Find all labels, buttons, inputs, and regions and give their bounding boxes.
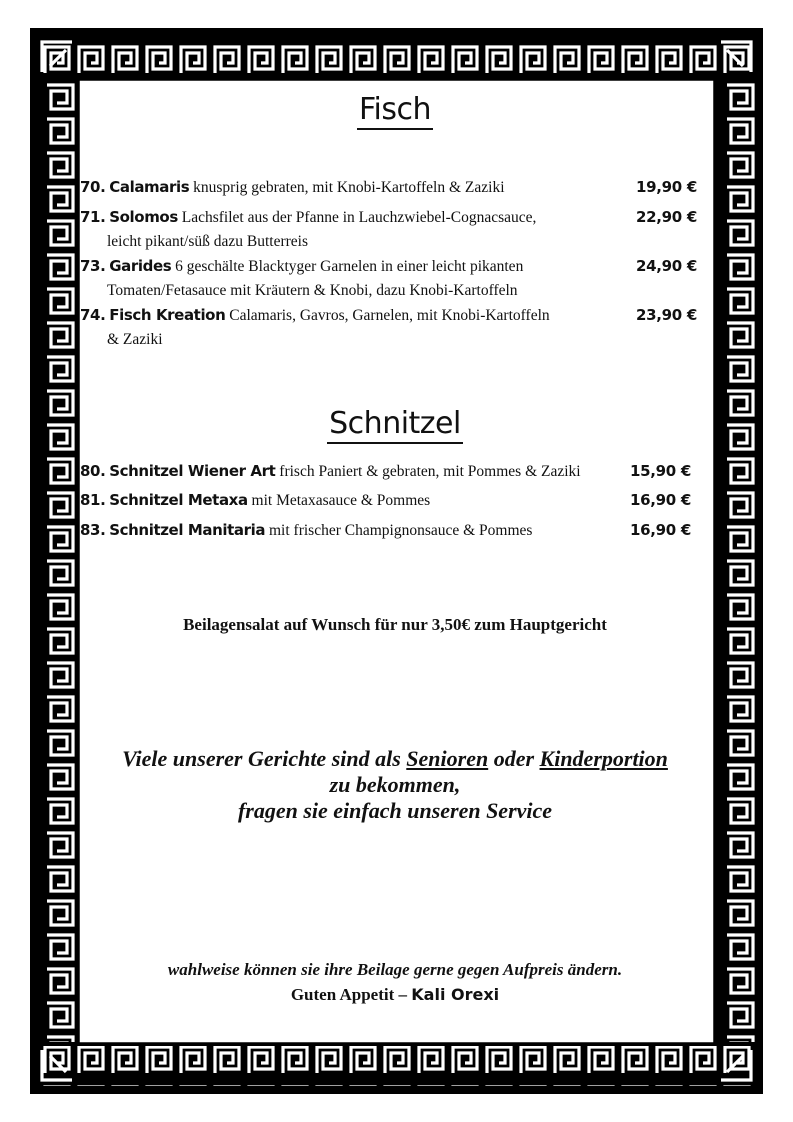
menu-item: 71. Solomos Lachsfilet aus der Pfanne in Lauchzwiebel-Cognacsauce, 22,90 € leicht pikant/süß dazu Butterreis (80, 208, 697, 250)
side-salad-note: Beilagensalat auf Wunsch für nur 3,50€ zum Hauptgericht (183, 615, 607, 634)
price: 15,90 € (629, 462, 691, 480)
footer-side-dish-note: wahlweise können sie ihre Beilage gerne gegen Aufpreis ändern. (167, 960, 623, 979)
price: 16,90 € (629, 491, 691, 509)
menu-page (80, 84, 710, 1040)
menu-item: 80. Schnitzel Wiener Art frisch Paniert & gebraten, mit Pommes & Zaziki 15,90 € (80, 462, 691, 480)
price: 23,90 € (635, 306, 697, 324)
notice-line-3: fragen sie einfach unseren Service (237, 798, 553, 823)
price: 24,90 € (635, 257, 697, 275)
item-desc-continued: & Zaziki (107, 331, 163, 348)
price: 16,90 € (629, 521, 691, 539)
menu-item: 73. Garides 6 geschälte Blacktyger Garnelen in einer leicht pikanten 24,90 € Tomaten/Fetasauce mit Kräutern & Knobi, dazu Knobi-Kartoffeln (80, 257, 697, 299)
notice-line-1: Viele unserer Gerichte sind als Senioren oder Kinderportion (122, 746, 668, 771)
menu-item: 81. Schnitzel Metaxa mit Metaxasauce & Pommes 16,90 € (80, 491, 691, 509)
portion-notice (80, 746, 710, 824)
item-desc-continued: Tomaten/Fetasauce mit Kräutern & Knobi, dazu Knobi-Kartoffeln (107, 282, 518, 299)
price: 19,90 € (635, 178, 697, 196)
footer-greeting: Guten Appetit – Kali Orexi (290, 985, 500, 1004)
item-desc-continued: leicht pikant/süß dazu Butterreis (107, 233, 309, 250)
section-title-schnitzel: Schnitzel (80, 406, 710, 441)
menu-item: 70. Calamaris knusprig gebraten, mit Knobi-Kartoffeln & Zaziki 19,90 € (80, 178, 697, 196)
section-title-fisch: Fisch (80, 92, 710, 127)
price: 22,90 € (635, 208, 697, 226)
menu-item: 83. Schnitzel Manitaria mit frischer Champignonsauce & Pommes 16,90 € (80, 521, 691, 539)
menu-item: 74. Fisch Kreation Calamaris, Gavros, Garnelen, mit Knobi-Kartoffeln 23,90 € & Zaziki (80, 306, 697, 348)
notice-line-2: zu bekommen, (329, 772, 461, 797)
